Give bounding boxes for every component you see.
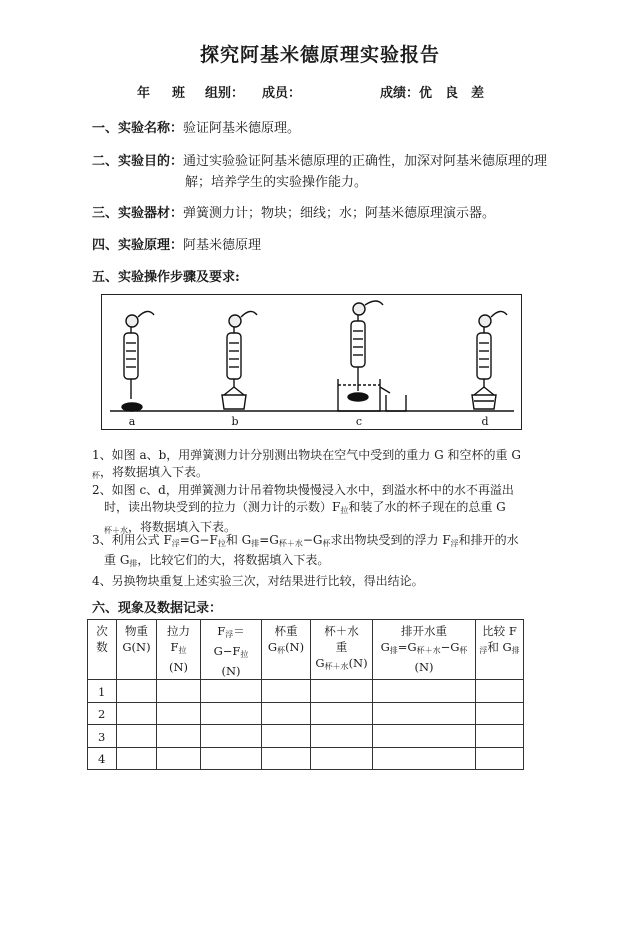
step-4: 4、另换物块重复上述实验三次，对结果进行比较，得出结论。: [92, 574, 424, 588]
figure-d-spring-scale: [472, 311, 507, 409]
header-pull: 拉力 $F_拉$ (N): [157, 620, 201, 680]
section-3-label: 三、实验器材：: [92, 206, 184, 221]
step-2-text-c: 和装了水的杯子现在的总重 G: [348, 500, 506, 514]
section-4-label: 四、实验原理：: [92, 238, 184, 253]
step-3-sub6: 浮: [450, 539, 459, 548]
meta-members: 成员：: [262, 86, 302, 101]
section-1-text: 验证阿基米德原理。: [183, 121, 301, 136]
step-3-sub3: 排: [251, 539, 260, 548]
row-number: 3: [88, 725, 117, 748]
step-3: [92, 532, 542, 572]
step-3-text-a: 3、利用公式 F: [92, 533, 172, 547]
step-2: [92, 482, 542, 539]
section-2-text-line2: 解；培养学生的实验操作能力。: [185, 175, 368, 190]
figure-label-d: d: [481, 415, 489, 428]
step-3-text-d: =G: [259, 533, 279, 547]
section-2-text-line1: 通过实验验证阿基米德原理的正确性，加深对阿基米德原理的理: [183, 154, 548, 169]
row-number: 4: [88, 747, 117, 770]
step-3-text-g: 和排开的水: [458, 533, 519, 547]
figure-b-spring-scale: [222, 311, 257, 409]
experiment-figure: [101, 294, 522, 430]
section-3: [92, 202, 495, 221]
step-2-text-b: 时，读出物块受到的拉力（测力计的示数）F: [104, 500, 341, 514]
header-weight: 物重 G(N): [117, 620, 157, 680]
table-row: [88, 702, 524, 725]
table-row: [88, 725, 524, 748]
header-displaced-water: 排开水重 $G_排=G_{杯+水}-G_杯$ (N): [373, 620, 476, 680]
step-3-sub1: 浮: [171, 539, 180, 548]
figure-label-c: c: [355, 415, 363, 428]
page-title: 探究阿基米德原理实验报告: [199, 44, 440, 66]
step-2-text: 2、如图 c、d，用弹簧测力计吊着物块慢慢浸入水中，到溢水杯中的水不再溢出: [92, 483, 514, 497]
step-3-text-i: ，比较它们的大，将数据填入下表。: [137, 553, 330, 567]
figure-c-spring-scale: [338, 301, 406, 411]
step-1-sub: 杯: [92, 471, 100, 480]
meta-group: 组别：: [205, 86, 245, 101]
row-number: 2: [88, 702, 117, 725]
header-compare: 比较 F $_浮$和 $G_排$: [476, 620, 524, 680]
step-3-sub4: 杯＋水: [278, 539, 303, 548]
data-table: [87, 619, 524, 770]
row-number: 1: [88, 680, 117, 703]
step-3-text-e: −G: [302, 533, 323, 547]
figure-label-b: b: [231, 415, 239, 428]
header-count: 次 数: [88, 620, 117, 680]
section-3-text: 弹簧测力计；物块；细线；水；阿基米德原理演示器。: [183, 206, 496, 221]
header-buoyancy: $F_浮=$ $G-F_拉$ (N): [201, 620, 262, 680]
step-2-sub1: 拉: [340, 506, 349, 515]
figure-a-spring-scale: [122, 311, 154, 411]
table-row: [88, 680, 524, 703]
section-4-text: 阿基米德原理: [183, 238, 262, 253]
step-1-text: 1、如图 a、b，用弹簧测力计分别测出物块在空气中受到的重力 G 和空杯的重 G: [92, 448, 521, 462]
step-3-sub7: 排: [129, 559, 138, 568]
section-5-label: 五、实验操作步骤及要求:: [92, 270, 240, 285]
meta-score: 成绩：优 良 差: [380, 86, 485, 101]
section-5: [92, 266, 240, 285]
section-2-label: 二、实验目的：: [92, 154, 184, 169]
section-2: [92, 150, 547, 169]
meta-class: 班: [172, 86, 186, 101]
section-6-label: 六、现象及数据记录：: [92, 601, 223, 616]
step-3-text-b: =G−F: [179, 533, 218, 547]
step-2-text-d: ，将数据填入下表。: [128, 520, 237, 534]
step-3-sub5: 杯: [322, 539, 331, 548]
meta-year: 年: [137, 86, 151, 101]
section-1: [92, 117, 300, 136]
step-2-sub2: 杯＋水: [104, 526, 129, 535]
step-3-text-f: 求出物块受到的浮力 F: [330, 533, 451, 547]
section-4: [92, 234, 261, 253]
step-3-sub2: 拉: [217, 539, 226, 548]
section-1-label: 一、实验名称：: [92, 121, 184, 136]
figure-label-a: a: [128, 415, 136, 428]
step-1-text-end: ，将数据填入下表。: [100, 465, 209, 479]
experiment-illustration: [102, 295, 521, 429]
section-6: [92, 597, 222, 616]
header-cup-water-weight: 杯＋水 重 $G_{杯+水}(N)$: [311, 620, 373, 680]
step-3-text-h: 重 G: [104, 553, 130, 567]
table-row: [88, 747, 524, 770]
header-cup-weight: 杯重 $G_杯(N)$: [262, 620, 311, 680]
step-1: [92, 447, 542, 484]
table-header-row: [88, 620, 524, 680]
step-3-text-c: 和 G: [225, 533, 252, 547]
